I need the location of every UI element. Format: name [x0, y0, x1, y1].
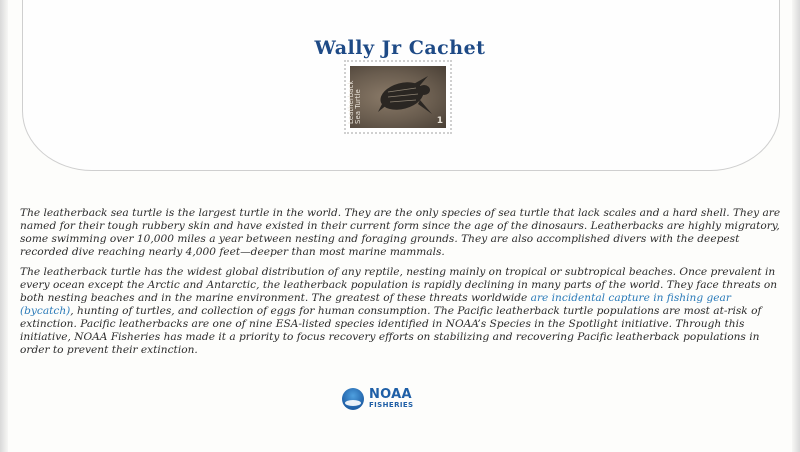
noaa-fisheries-logo — [342, 386, 462, 412]
logo-fisheries-text: FISHERIES — [369, 401, 414, 409]
stamp-side-text-2: Sea Turtle — [354, 89, 362, 124]
stamp-image — [347, 66, 446, 128]
turtle-stamp — [344, 60, 452, 134]
paragraph-leatherback-intro: The leatherback sea turtle is the largest turtle in the world. They are the only species of sea turtle that lack scales and a hard shell. They are named for their tough rubbery skin and have existed in their current form since the age of the dinosaurs. Leatherbacks are highly migratory, some swimming over 10,000 miles a year between nesting and foraging grounds. They are also accomplished divers with the deepest recorded dive reaching nearly 4,000 feet—deeper than most marine mammals. — [20, 207, 781, 258]
noaa-logo-icon — [342, 388, 364, 410]
logo-noaa-text: NOAA — [369, 387, 412, 402]
paragraph-2-part-b: , hunting of turtles, and collection of eggs for human consumption. The Pacific leatherback turtle populations are most at-risk of extinction. Pacific leatherbacks are one of nine ESA-listed species identified in NOAA’s Species in the Spotlight initiative. Through this initiative, NOAA Fisheries has made it a priority to focus recovery efforts on stabilizing and recovering Pacific leatherback populations in order to prevent their extinction. — [20, 305, 762, 356]
stamp-side-text-1: Leatherback — [347, 80, 355, 124]
bycatch-link[interactable]: are incidental capture in fishing gear (bycatch) — [20, 292, 731, 317]
paragraph-2-part-a: The leatherback turtle has the widest global distribution of any reptile, nesting mainly on tropical or subtropical beaches. Once prevalent in every ocean except the Arctic and Antarctic, the leatherback population is rapidly declining in many parts of the world. They face threats on both nesting beaches and in the marine environment. The greatest of these threats worldwide — [20, 266, 778, 304]
stamp-value: 1 — [436, 116, 443, 126]
right-edge-shadow — [792, 0, 800, 452]
paragraph-leatherback-threats — [20, 266, 782, 357]
turtle-icon — [347, 66, 446, 128]
cachet-title: Wally Jr Cachet — [314, 37, 486, 59]
left-edge-shadow — [0, 0, 8, 452]
